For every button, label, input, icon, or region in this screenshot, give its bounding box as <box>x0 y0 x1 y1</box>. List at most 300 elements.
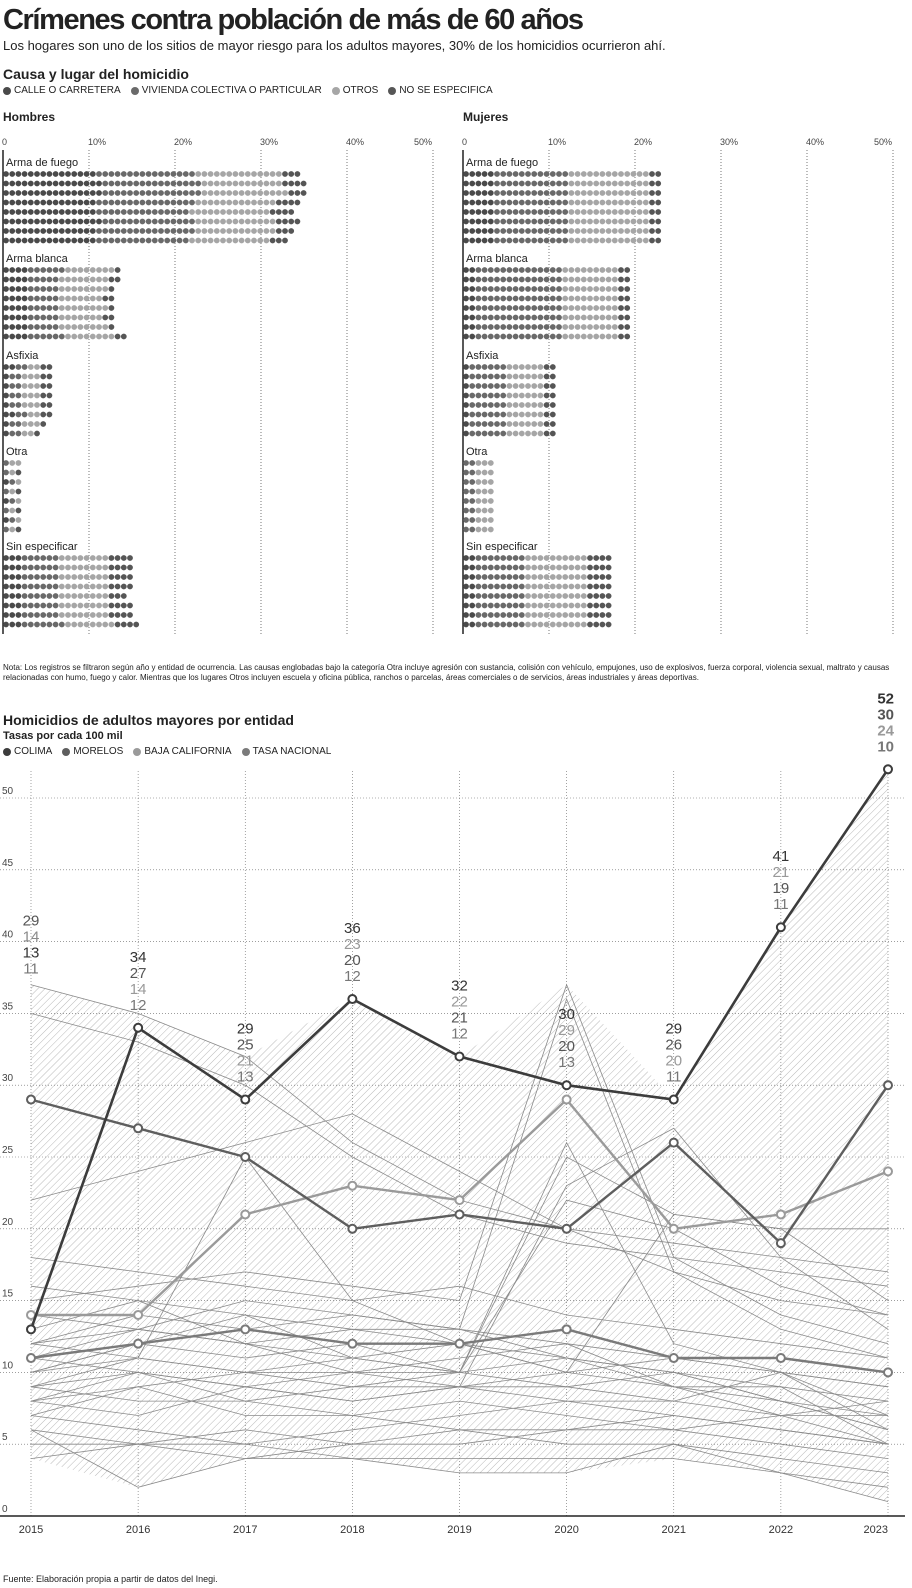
dot-mark <box>463 267 469 273</box>
dot-mark <box>239 209 245 215</box>
dot-mark <box>282 171 288 177</box>
dot-mark <box>569 334 575 340</box>
dot-mark <box>65 238 71 244</box>
dot-mark <box>507 228 513 234</box>
dot-mark <box>3 460 9 466</box>
dot-mark <box>3 296 9 302</box>
dot-mark <box>606 555 612 561</box>
dot-mark <box>65 228 71 234</box>
line-section-title: Homicidios de adultos mayores por entidad <box>3 712 294 728</box>
dot-mark <box>556 603 562 609</box>
dot-mark <box>538 277 544 283</box>
dot-mark <box>618 296 624 302</box>
dot-mark <box>507 324 513 330</box>
dot-mark <box>581 267 587 273</box>
dot-mark <box>28 402 34 408</box>
dot-mark <box>469 489 475 495</box>
dot-mark <box>507 612 513 618</box>
dot-mark <box>482 527 488 533</box>
dot-mark <box>115 334 121 340</box>
dot-mark <box>482 305 488 311</box>
dot-mark <box>575 622 581 628</box>
dot-mark <box>171 190 177 196</box>
dot-mark <box>195 200 201 206</box>
dot-mark <box>71 603 77 609</box>
dot-mark <box>47 374 53 380</box>
dot-mark <box>65 334 71 340</box>
dot-mark <box>84 200 90 206</box>
dot-mark <box>90 228 96 234</box>
dot-mark <box>65 181 71 187</box>
dot-mark <box>550 383 556 389</box>
dot-mark <box>624 171 630 177</box>
dot-mark <box>189 190 195 196</box>
dot-mark <box>47 334 53 340</box>
dot-mark <box>507 383 513 389</box>
dot-mark <box>463 277 469 283</box>
dot-mark <box>469 527 475 533</box>
dot-mark <box>78 209 84 215</box>
dot-mark <box>513 209 519 215</box>
dot-mark <box>469 374 475 380</box>
dot-mark <box>22 286 28 292</box>
y-tick-label: 50 <box>2 786 14 797</box>
axis-tick-label: 0 <box>2 137 8 147</box>
dot-mark <box>488 431 494 437</box>
dot-mark <box>482 555 488 561</box>
dot-mark <box>482 238 488 244</box>
dot-mark <box>47 603 53 609</box>
dot-mark <box>3 315 9 321</box>
dot-mark <box>121 603 127 609</box>
dot-mark <box>587 324 593 330</box>
dot-mark <box>550 364 556 370</box>
dot-mark <box>9 402 15 408</box>
dot-mark <box>581 296 587 302</box>
dot-mark <box>544 286 550 292</box>
dot-mark <box>71 565 77 571</box>
dot-mark <box>643 228 649 234</box>
dot-mark <box>482 209 488 215</box>
dot-mark <box>226 228 232 234</box>
dot-mark <box>593 200 599 206</box>
dot-mark <box>47 238 53 244</box>
dot-mark <box>164 219 170 225</box>
dot-mark <box>245 181 251 187</box>
dot-mark <box>513 593 519 599</box>
dot-mark <box>16 315 22 321</box>
category-label: Arma blanca <box>466 253 528 265</box>
dot-mark <box>606 305 612 311</box>
dot-mark <box>544 603 550 609</box>
dot-mark <box>562 228 568 234</box>
dot-mark <box>469 190 475 196</box>
dot-mark <box>127 612 133 618</box>
dot-mark <box>90 296 96 302</box>
dot-mark <box>22 393 28 399</box>
dot-mark <box>34 584 40 590</box>
dot-mark <box>494 228 500 234</box>
dot-mark <box>513 603 519 609</box>
dot-mark <box>550 305 556 311</box>
dot-mark <box>581 593 587 599</box>
dot-mark <box>463 200 469 206</box>
dot-mark <box>482 374 488 380</box>
dot-mark <box>544 393 550 399</box>
dot-mark <box>16 584 22 590</box>
dot-mark <box>121 555 127 561</box>
dot-mark <box>519 383 525 389</box>
dot-mark <box>270 228 276 234</box>
dot-mark <box>301 190 307 196</box>
dot-mark <box>488 517 494 523</box>
dot-mark <box>494 238 500 244</box>
dot-mark <box>78 267 84 273</box>
dot-mark <box>519 190 525 196</box>
dot-mark <box>78 603 84 609</box>
dot-mark <box>28 431 34 437</box>
dot-mark <box>513 286 519 292</box>
dot-mark <box>519 296 525 302</box>
dot-mark <box>525 267 531 273</box>
dot-mark <box>133 622 139 628</box>
dot-mark <box>9 315 15 321</box>
dot-mark <box>569 305 575 311</box>
data-label: 34 <box>129 948 147 966</box>
dot-mark <box>643 209 649 215</box>
dot-mark <box>28 565 34 571</box>
dot-mark <box>16 200 22 206</box>
dot-mark <box>494 574 500 580</box>
dot-mark <box>507 374 513 380</box>
dot-mark <box>519 286 525 292</box>
axis-tick-label: 30% <box>720 137 739 147</box>
dot-mark <box>482 402 488 408</box>
dot-mark <box>78 219 84 225</box>
dot-mark <box>538 286 544 292</box>
dot-mark <box>22 402 28 408</box>
dot-mark <box>550 565 556 571</box>
dot-mark <box>550 267 556 273</box>
dot-mark <box>102 296 108 302</box>
series-point <box>27 1096 35 1104</box>
dot-mark <box>494 364 500 370</box>
dot-mark <box>257 181 263 187</box>
dot-mark <box>649 171 655 177</box>
dot-mark <box>587 334 593 340</box>
dot-mark <box>214 181 220 187</box>
dot-mark <box>16 593 22 599</box>
dot-mark <box>34 181 40 187</box>
dot-mark <box>40 574 46 580</box>
dot-mark <box>152 219 158 225</box>
dot-mark <box>507 238 513 244</box>
dot-mark <box>90 190 96 196</box>
dot-mark <box>288 209 294 215</box>
dot-mark <box>482 460 488 466</box>
dot-mark <box>301 181 307 187</box>
dot-mark <box>556 190 562 196</box>
dot-mark <box>606 612 612 618</box>
dot-mark <box>34 219 40 225</box>
dot-mark <box>16 489 22 495</box>
dot-mark <box>171 219 177 225</box>
dot-mark <box>507 181 513 187</box>
dot-mark <box>469 209 475 215</box>
dot-mark <box>47 393 53 399</box>
dot-mark <box>65 584 71 590</box>
dot-mark <box>78 593 84 599</box>
legend-label: NO SE ESPECIFICA <box>399 85 493 96</box>
dot-mark <box>637 238 643 244</box>
dot-mark <box>90 209 96 215</box>
series-point <box>670 1225 678 1233</box>
dot-mark <box>189 219 195 225</box>
dot-mark <box>587 267 593 273</box>
dot-mark <box>507 364 513 370</box>
legend-label: COLIMA <box>14 746 53 757</box>
dot-mark <box>22 324 28 330</box>
dot-mark <box>575 315 581 321</box>
dot-mark <box>288 171 294 177</box>
dot-mark <box>581 286 587 292</box>
dot-mark <box>22 209 28 215</box>
dot-mark <box>569 181 575 187</box>
dot-mark <box>550 209 556 215</box>
dot-mark <box>606 171 612 177</box>
dot-mark <box>500 324 506 330</box>
dot-mark <box>96 181 102 187</box>
dot-mark <box>264 219 270 225</box>
dot-mark <box>40 402 46 408</box>
dot-mark <box>133 228 139 234</box>
dot-mark <box>90 603 96 609</box>
dot-mark <box>513 200 519 206</box>
dot-mark <box>9 565 15 571</box>
dot-mark <box>476 364 482 370</box>
dot-mark <box>488 181 494 187</box>
dot-mark <box>562 612 568 618</box>
dot-mark <box>16 574 22 580</box>
dot-mark <box>587 219 593 225</box>
legend-label: BAJA CALIFORNIA <box>144 746 232 757</box>
dot-mark <box>637 219 643 225</box>
dot-mark <box>476 374 482 380</box>
dot-mark <box>109 593 115 599</box>
y-tick-label: 20 <box>2 1216 14 1228</box>
dot-mark <box>612 181 618 187</box>
dot-mark <box>600 181 606 187</box>
dot-mark <box>544 622 550 628</box>
dot-mark <box>463 286 469 292</box>
dot-mark <box>264 209 270 215</box>
dot-mark <box>96 584 102 590</box>
dot-mark <box>569 593 575 599</box>
series-point <box>456 1196 464 1204</box>
dot-mark <box>3 277 9 283</box>
dot-mark <box>146 190 152 196</box>
dot-mark <box>239 219 245 225</box>
dot-mark <box>550 412 556 418</box>
dot-mark <box>47 565 53 571</box>
dot-mark <box>463 383 469 389</box>
dot-mark <box>575 584 581 590</box>
dot-mark <box>84 315 90 321</box>
dot-mark <box>195 219 201 225</box>
dot-mark <box>3 238 9 244</box>
dot-mark <box>581 209 587 215</box>
dot-mark <box>513 324 519 330</box>
series-point <box>456 1210 464 1218</box>
dot-mark <box>3 574 9 580</box>
x-tick-label: 2021 <box>661 1524 686 1536</box>
dot-mark <box>544 324 550 330</box>
dot-mark <box>22 622 28 628</box>
dot-mark <box>513 334 519 340</box>
dot-mark <box>53 593 59 599</box>
dot-mark <box>78 190 84 196</box>
dot-mark <box>513 219 519 225</box>
dot-mark <box>47 383 53 389</box>
dot-mark <box>469 277 475 283</box>
dot-mark <box>562 565 568 571</box>
dot-mark <box>624 209 630 215</box>
dot-mark <box>507 603 513 609</box>
dot-mark <box>538 593 544 599</box>
series-point <box>670 1354 678 1362</box>
series-point <box>670 1139 678 1147</box>
dot-mark <box>624 334 630 340</box>
dot-mark <box>500 612 506 618</box>
dot-mark <box>624 277 630 283</box>
dot-mark <box>593 219 599 225</box>
dot-mark <box>102 612 108 618</box>
dot-mark <box>581 171 587 177</box>
dot-mark <box>40 622 46 628</box>
dot-mark <box>78 574 84 580</box>
dot-mark <box>239 228 245 234</box>
dot-mark <box>28 364 34 370</box>
dot-mark <box>488 209 494 215</box>
dot-mark <box>593 603 599 609</box>
dot-mark <box>115 593 121 599</box>
dot-mark <box>637 228 643 234</box>
dot-mark <box>109 603 115 609</box>
dot-mark <box>463 305 469 311</box>
dot-mark <box>469 393 475 399</box>
dot-mark <box>53 565 59 571</box>
dot-mark <box>476 565 482 571</box>
dot-mark <box>544 171 550 177</box>
dot-mark <box>84 565 90 571</box>
dot-mark <box>295 171 301 177</box>
dot-mark <box>84 574 90 580</box>
dot-mark <box>208 190 214 196</box>
dot-mark <box>127 171 133 177</box>
dot-mark <box>649 238 655 244</box>
dot-mark <box>115 267 121 273</box>
dot-mark <box>556 334 562 340</box>
dot-mark <box>500 209 506 215</box>
dot-mark <box>34 277 40 283</box>
data-label: 21 <box>772 864 790 882</box>
dot-mark <box>226 219 232 225</box>
y-tick-label: 35 <box>2 1001 14 1013</box>
dot-mark <box>34 228 40 234</box>
dot-mark <box>9 421 15 427</box>
dot-mark <box>538 315 544 321</box>
source-note: Fuente: Elaboración propia a partir de datos del Inegi. <box>3 1574 218 1584</box>
dot-mark <box>587 584 593 590</box>
dot-mark <box>507 593 513 599</box>
dot-mark <box>593 305 599 311</box>
dot-mark <box>109 555 115 561</box>
dot-mark <box>16 431 22 437</box>
dot-mark <box>624 267 630 273</box>
dot-mark <box>649 190 655 196</box>
dot-mark <box>482 508 488 514</box>
dot-mark <box>177 181 183 187</box>
data-label: 12 <box>344 968 361 986</box>
dot-mark <box>562 171 568 177</box>
dot-mark <box>476 277 482 283</box>
dot-mark <box>183 181 189 187</box>
dot-mark <box>476 171 482 177</box>
dot-mark <box>569 565 575 571</box>
dot-mark <box>71 181 77 187</box>
dot-mark <box>500 622 506 628</box>
dot-mark <box>16 412 22 418</box>
dot-mark <box>587 190 593 196</box>
dot-mark <box>469 421 475 427</box>
dot-mark <box>482 565 488 571</box>
dot-mark <box>109 286 115 292</box>
dot-mark <box>53 190 59 196</box>
dot-mark <box>3 565 9 571</box>
dot-mark <box>47 305 53 311</box>
dot-mark <box>513 584 519 590</box>
dot-mark <box>16 305 22 311</box>
dot-mark <box>115 603 121 609</box>
dot-mark <box>538 393 544 399</box>
dot-mark <box>40 603 46 609</box>
dot-mark <box>476 324 482 330</box>
axis-tick-label: 40% <box>806 137 825 147</box>
dot-mark <box>71 228 77 234</box>
dot-mark <box>519 393 525 399</box>
dot-mark <box>593 238 599 244</box>
dot-mark <box>476 555 482 561</box>
dot-mark <box>476 431 482 437</box>
dot-mark <box>270 181 276 187</box>
dot-mark <box>28 603 34 609</box>
dot-mark <box>531 267 537 273</box>
dot-mark <box>146 209 152 215</box>
dot-mark <box>133 238 139 244</box>
dot-mark <box>500 219 506 225</box>
dot-mark <box>476 489 482 495</box>
dot-mark <box>538 431 544 437</box>
dot-mark <box>600 574 606 580</box>
dot-mark <box>513 228 519 234</box>
dot-mark <box>494 593 500 599</box>
dot-mark <box>519 181 525 187</box>
dot-mark <box>115 584 121 590</box>
dot-mark <box>649 181 655 187</box>
dot-mark <box>606 277 612 283</box>
dot-mark <box>556 296 562 302</box>
dot-mark <box>600 228 606 234</box>
